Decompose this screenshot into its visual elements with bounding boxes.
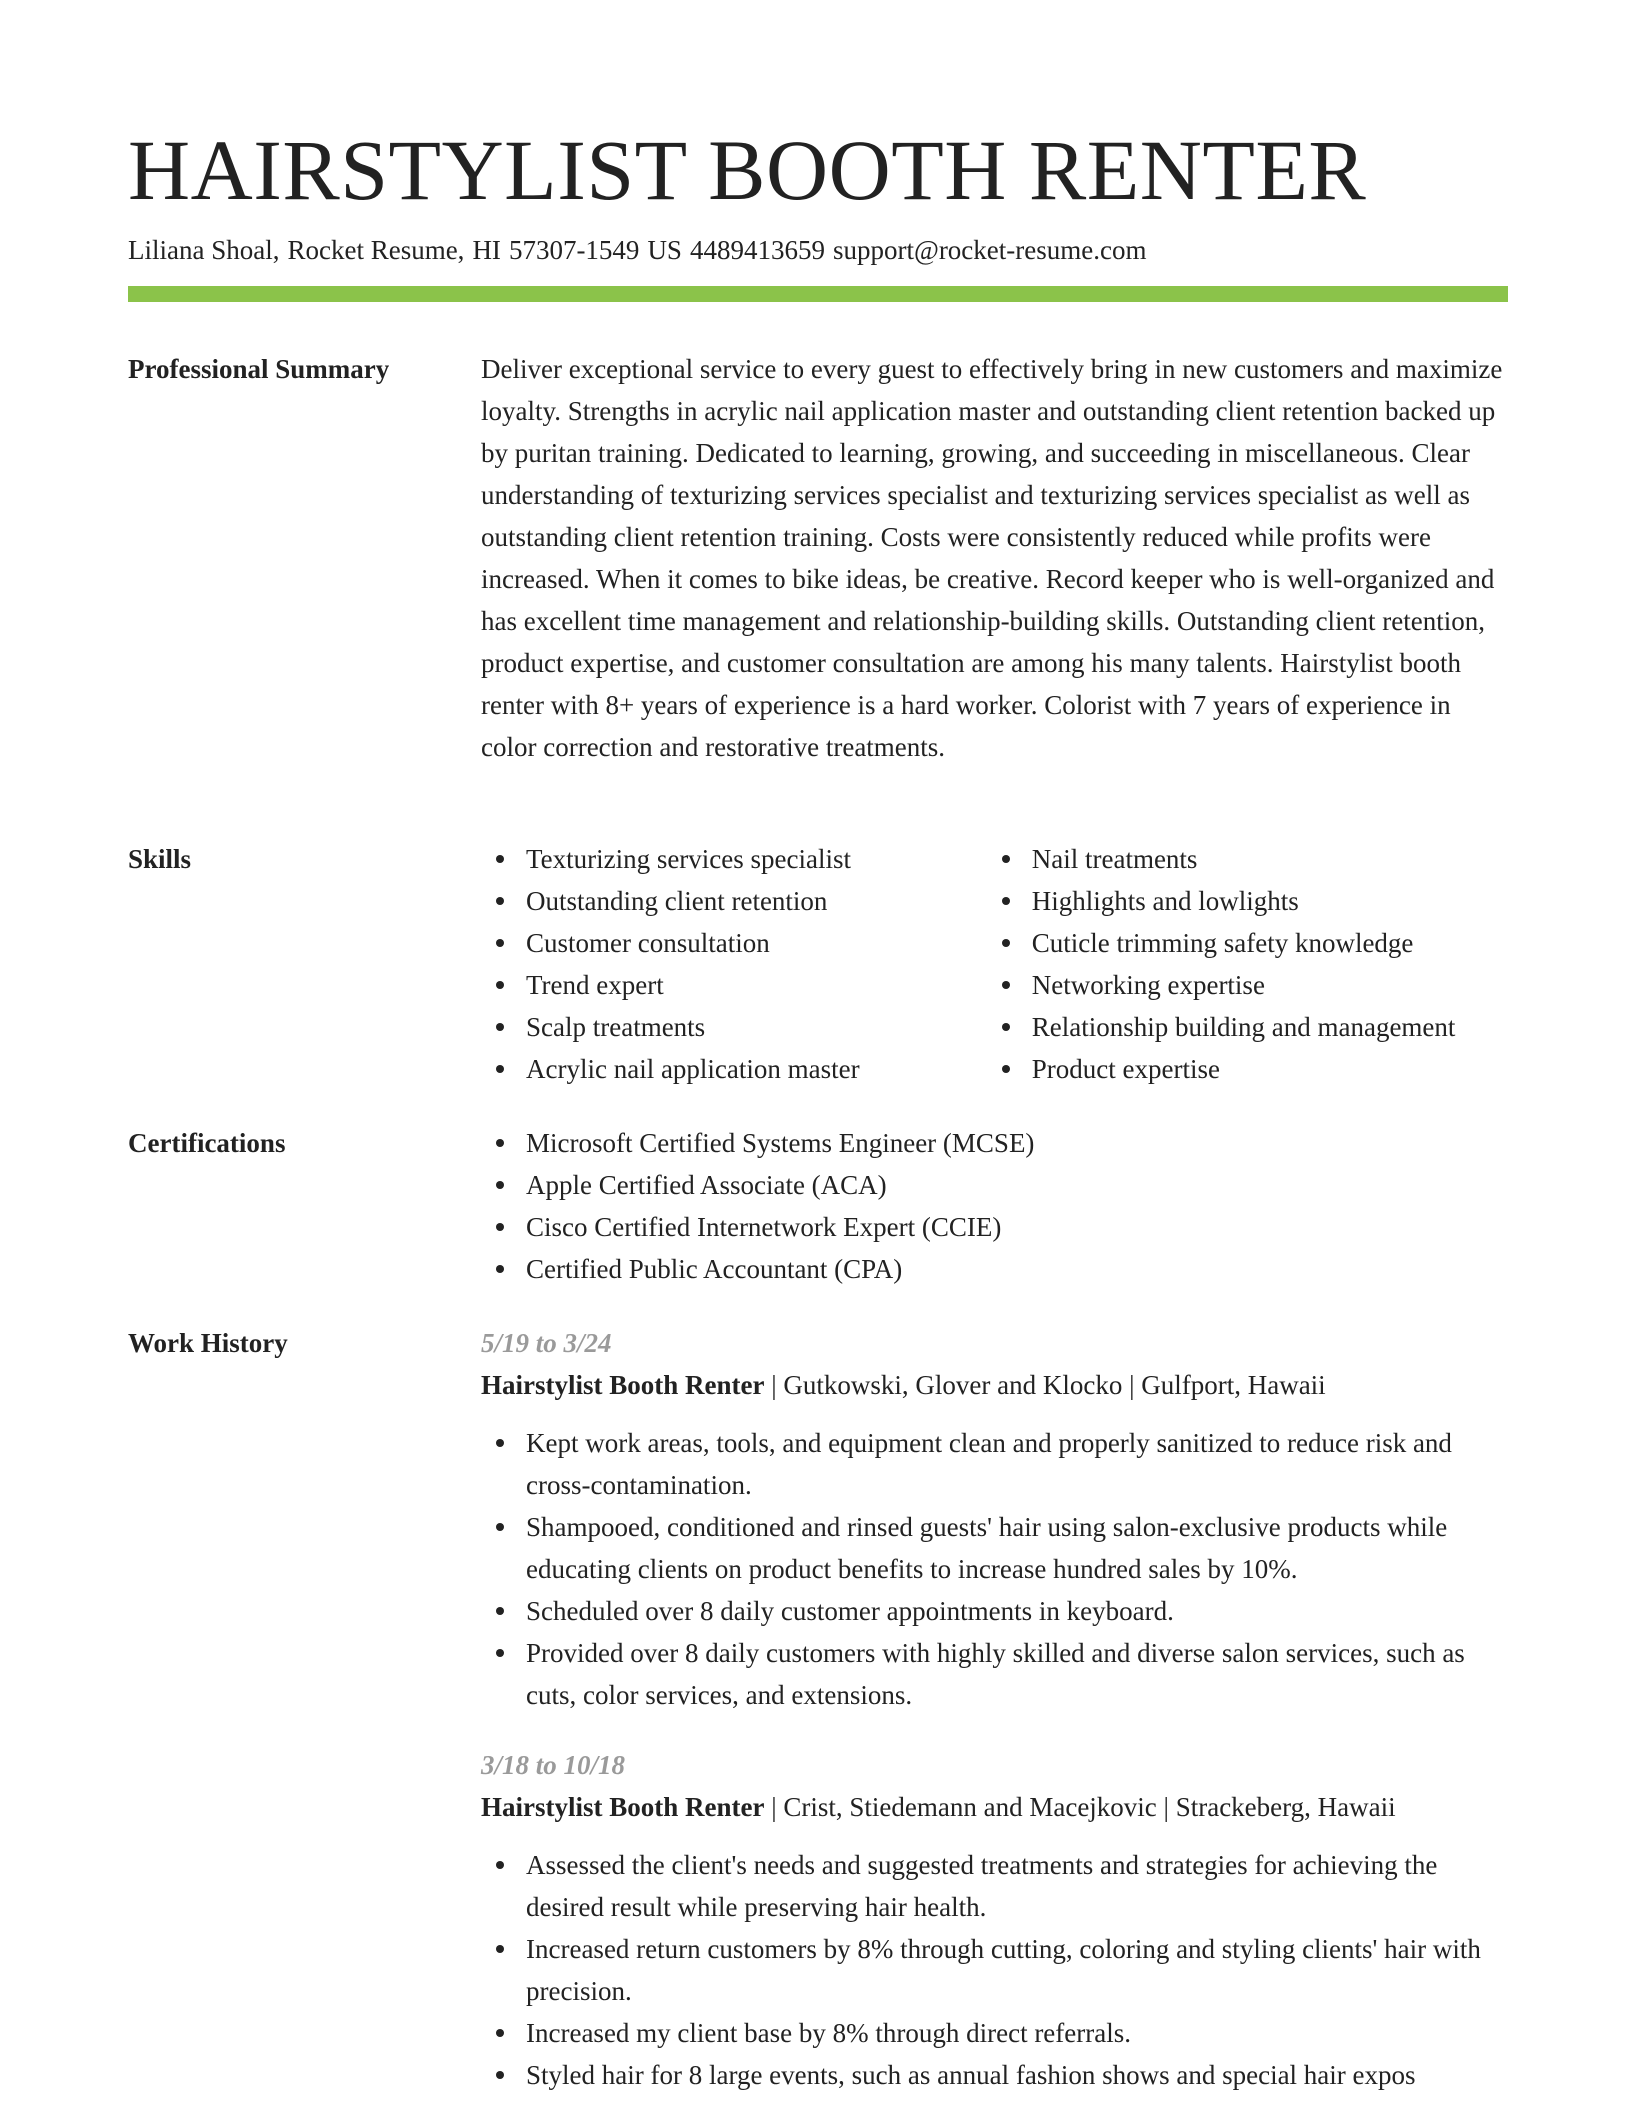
job-entry [481, 1744, 1508, 2096]
job-duties-list [481, 1844, 1508, 2096]
contact-country: US [647, 235, 682, 265]
work-history-body [481, 1322, 1508, 2124]
job-title: Hairstylist Booth Renter [481, 1792, 765, 1822]
certifications-body [481, 1122, 1508, 1290]
skills-column-left [481, 838, 987, 1090]
job-entry [481, 1322, 1508, 1716]
job-separator: | [1163, 1792, 1169, 1822]
job-separator: | [771, 1370, 777, 1400]
header-accent-divider [128, 286, 1508, 302]
certification-item: Microsoft Certified Systems Engineer (MCSE) [526, 1122, 1508, 1164]
job-dates: 5/19 to 3/24 [481, 1328, 612, 1358]
job-heading [481, 1786, 1508, 1828]
skill-item: Nail treatments [1032, 838, 1508, 880]
certification-item: Certified Public Accountant (CPA) [526, 1248, 1508, 1290]
skill-item: Scalp treatments [526, 1006, 987, 1048]
skills-label: Skills [128, 844, 192, 874]
contact-line [128, 230, 1154, 270]
certifications-list [481, 1122, 1508, 1290]
skill-item: Acrylic nail application master [526, 1048, 987, 1090]
skill-item: Outstanding client retention [526, 880, 987, 922]
job-title: Hairstylist Booth Renter [481, 1370, 765, 1400]
skill-item: Highlights and lowlights [1032, 880, 1508, 922]
contact-phone: 4489413659 [689, 235, 825, 265]
skill-item: Cuticle trimming safety knowledge [1032, 922, 1508, 964]
skill-item: Trend expert [526, 964, 987, 1006]
job-company: Gutkowski, Glover and Klocko [783, 1370, 1123, 1400]
summary-text: Deliver exceptional service to every guest to effectively bring in new customers and maximize loyalty. Strengths in acrylic nail application master and outstanding client retention backed up by puritan training. Dedicated to learning, growing, and succeeding in miscellaneous. Clear understanding of texturizing services specialist and texturizing services specialist as well as outstanding client retention training. Costs were consistently reduced while profits were increased. When it comes to bike ideas, be creative. Record keeper who is well-organized and has excellent time management and relationship-building skills. Outstanding client retention, product expertise, and customer consultation are among his many talents. Hairstylist booth renter with 8+ years of experience is a hard worker. Colorist with 7 years of experience in color correction and restorative treatments. [481, 354, 1503, 762]
certifications-label: Certifications [128, 1128, 286, 1158]
skill-item: Networking expertise [1032, 964, 1508, 1006]
job-company: Crist, Stiedemann and Macejkovic [783, 1792, 1157, 1822]
job-duty-item: Shampooed, conditioned and rinsed guests' hair using salon-exclusive products while educating clients on product benefits to increase hundred sales by 10%. [526, 1506, 1508, 1590]
job-dates: 3/18 to 10/18 [481, 1750, 626, 1780]
contact-region: HI [472, 235, 501, 265]
summary-body [481, 348, 1508, 768]
contact-email: support@rocket-resume.com [832, 235, 1147, 265]
skills-grid [481, 838, 1508, 1090]
job-heading [481, 1364, 1508, 1406]
certification-item: Cisco Certified Internetwork Expert (CCIE) [526, 1206, 1508, 1248]
skills-column-right [987, 838, 1508, 1090]
contact-postal: 57307-1549 [508, 235, 640, 265]
job-location: Strackeberg, Hawaii [1175, 1792, 1396, 1822]
job-duty-item: Assessed the client's needs and suggested treatments and strategies for achieving the desired result while preserving hair health. [526, 1844, 1508, 1928]
job-duty-item: Styled hair for 8 large events, such as annual fashion shows and special hair expos [526, 2054, 1508, 2096]
job-duty-item: Scheduled over 8 daily customer appointments in keyboard. [526, 1590, 1508, 1632]
summary-label: Professional Summary [128, 354, 390, 384]
job-location: Gulfport, Hawaii [1141, 1370, 1326, 1400]
work-history-label: Work History [128, 1328, 288, 1358]
skill-item: Relationship building and management [1032, 1006, 1508, 1048]
skill-item: Texturizing services specialist [526, 838, 987, 880]
job-duty-item: Increased my client base by 8% through direct referrals. [526, 2012, 1508, 2054]
job-duty-item: Provided over 8 daily customers with highly skilled and diverse salon services, such as cuts, color services, and extensions. [526, 1632, 1508, 1716]
job-duty-item: Kept work areas, tools, and equipment clean and properly sanitized to reduce risk and cross-contamination. [526, 1422, 1508, 1506]
job-duty-item: Increased return customers by 8% through cutting, coloring and styling clients' hair with precision. [526, 1928, 1508, 2012]
job-duties-list [481, 1422, 1508, 1716]
contact-city: Rocket Resume, [287, 235, 465, 265]
job-separator: | [1129, 1370, 1135, 1400]
job-separator: | [771, 1792, 777, 1822]
resume-name-heading: HAIRSTYLIST BOOTH RENTER [128, 122, 1367, 218]
contact-person: Liliana Shoal, [128, 235, 280, 265]
skill-item: Customer consultation [526, 922, 987, 964]
skill-item: Product expertise [1032, 1048, 1508, 1090]
certification-item: Apple Certified Associate (ACA) [526, 1164, 1508, 1206]
